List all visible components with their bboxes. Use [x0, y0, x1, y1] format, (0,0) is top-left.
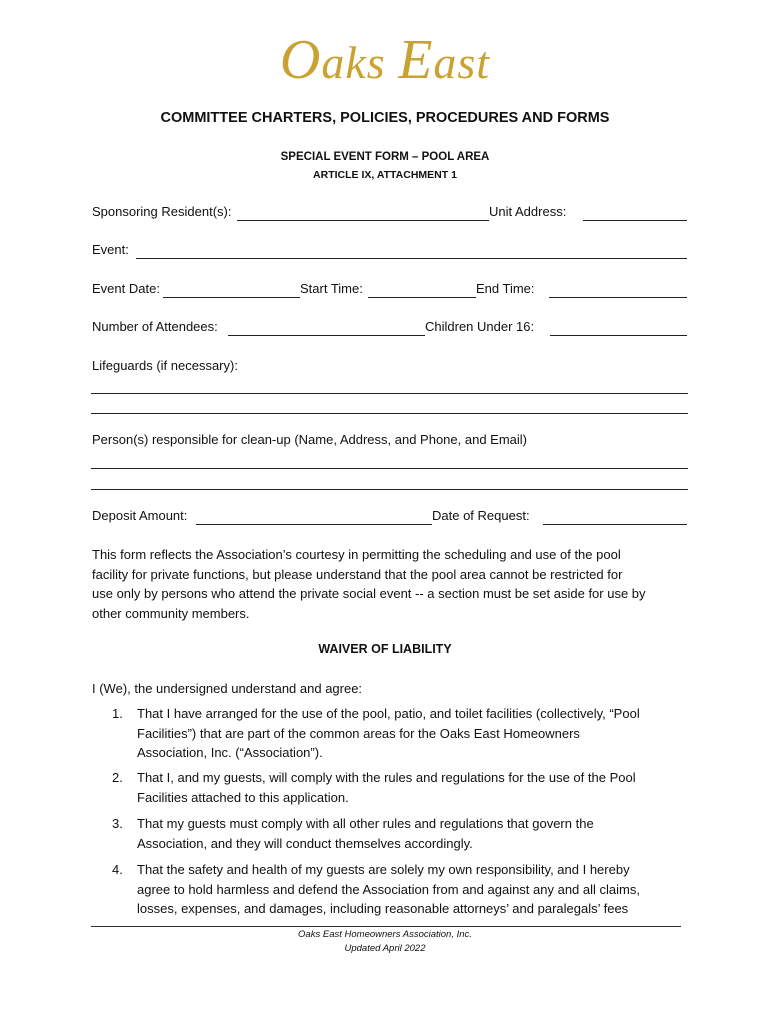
footer-org: Oaks East Homeowners Association, Inc. — [298, 929, 472, 940]
date-of-request-label: Date of Request: — [432, 508, 530, 523]
lifeguards-row — [92, 358, 688, 378]
item-line: Facilities”) that are part of the common areas for the Oaks East Homeowners — [137, 725, 580, 741]
item-line: That the safety and health of my guests are solely my own responsibility, and I hereby — [137, 862, 630, 877]
event-label: Event: — [92, 242, 129, 257]
date-time-row — [92, 281, 688, 301]
courtesy-paragraph — [92, 545, 688, 623]
courtesy-line: use only by persons who attend the private social event -- a section must be set aside for use by — [92, 586, 646, 601]
courtesy-line: facility for private functions, but please understand that the pool area cannot be restricted for — [92, 566, 623, 582]
courtesy-line: This form reflects the Association’s courtesy in permitting the scheduling and use of the pool — [92, 547, 621, 562]
children-label: Children Under 16: — [425, 319, 535, 334]
logo-letter-o: O — [279, 29, 322, 91]
date-of-request-field[interactable] — [543, 508, 687, 525]
waiver-heading: WAIVER OF LIABILITY — [318, 642, 452, 656]
sponsoring-residents-label: Sponsoring Resident(s): — [92, 204, 232, 219]
children-field[interactable] — [550, 319, 687, 336]
end-time-field[interactable] — [549, 281, 687, 298]
cleanup-row — [92, 432, 688, 452]
cleanup-line-2[interactable] — [91, 489, 688, 490]
oaks-east-logo — [0, 28, 770, 92]
item-number: 4. — [112, 862, 123, 877]
attendees-row — [92, 319, 688, 339]
item-line: Association, and they will conduct themselves accordingly. — [137, 835, 473, 851]
cleanup-line-1[interactable] — [91, 468, 688, 469]
attendees-label: Number of Attendees: — [92, 319, 218, 334]
waiver-intro: I (We), the undersigned understand and agree: — [92, 681, 363, 696]
unit-address-label: Unit Address: — [489, 204, 567, 219]
document-title: COMMITTEE CHARTERS, POLICIES, PROCEDURES AND FORMS — [160, 110, 610, 126]
courtesy-line: other community members. — [92, 605, 250, 621]
sponsor-row — [92, 204, 688, 224]
attendees-field[interactable] — [228, 319, 425, 336]
lifeguards-line-2[interactable] — [91, 413, 688, 414]
event-row — [92, 242, 688, 262]
deposit-amount-field[interactable] — [196, 508, 432, 525]
article-reference: ARTICLE IX, ATTACHMENT 1 — [313, 169, 457, 181]
item-line: Facilities attached to this application. — [137, 789, 349, 805]
footer-divider — [91, 926, 681, 927]
item-line: That my guests must comply with all other rules and regulations that govern the — [137, 816, 594, 831]
item-number: 2. — [112, 770, 123, 785]
event-date-label: Event Date: — [92, 281, 160, 296]
start-time-label: Start Time: — [300, 281, 363, 296]
item-number: 3. — [112, 816, 123, 831]
item-line: agree to hold harmless and defend the Association from and against any and all claims, — [137, 881, 640, 897]
lifeguards-label: Lifeguards (if necessary): — [92, 358, 238, 373]
item-line: That I have arranged for the use of the pool, patio, and toilet facilities (collectively, “Pool — [137, 706, 640, 721]
item-line: Association, Inc. (“Association”). — [137, 745, 323, 760]
sponsoring-residents-field[interactable] — [237, 204, 489, 221]
logo-letter-e: E — [398, 29, 434, 91]
footer-updated: Updated April 2022 — [344, 943, 426, 954]
unit-address-field[interactable] — [583, 204, 687, 221]
cleanup-label: Person(s) responsible for clean-up (Name, Address, and Phone, and Email) — [92, 432, 527, 447]
item-line: losses, expenses, and damages, including reasonable attorneys’ and paralegals’ fees — [137, 901, 629, 916]
end-time-label: End Time: — [476, 281, 535, 296]
deposit-amount-label: Deposit Amount: — [92, 508, 188, 523]
event-date-field[interactable] — [163, 281, 300, 298]
event-field[interactable] — [136, 242, 687, 259]
logo-text-ast: ast — [433, 37, 491, 88]
logo-text-aks: aks — [321, 37, 386, 88]
form-subtitle: SPECIAL EVENT FORM – POOL AREA — [280, 151, 490, 163]
item-line: That I, and my guests, will comply with the rules and regulations for the use of the Pool — [137, 770, 636, 785]
item-number: 1. — [112, 706, 123, 721]
deposit-row — [92, 508, 688, 528]
start-time-field[interactable] — [368, 281, 476, 298]
lifeguards-line-1[interactable] — [91, 393, 688, 394]
